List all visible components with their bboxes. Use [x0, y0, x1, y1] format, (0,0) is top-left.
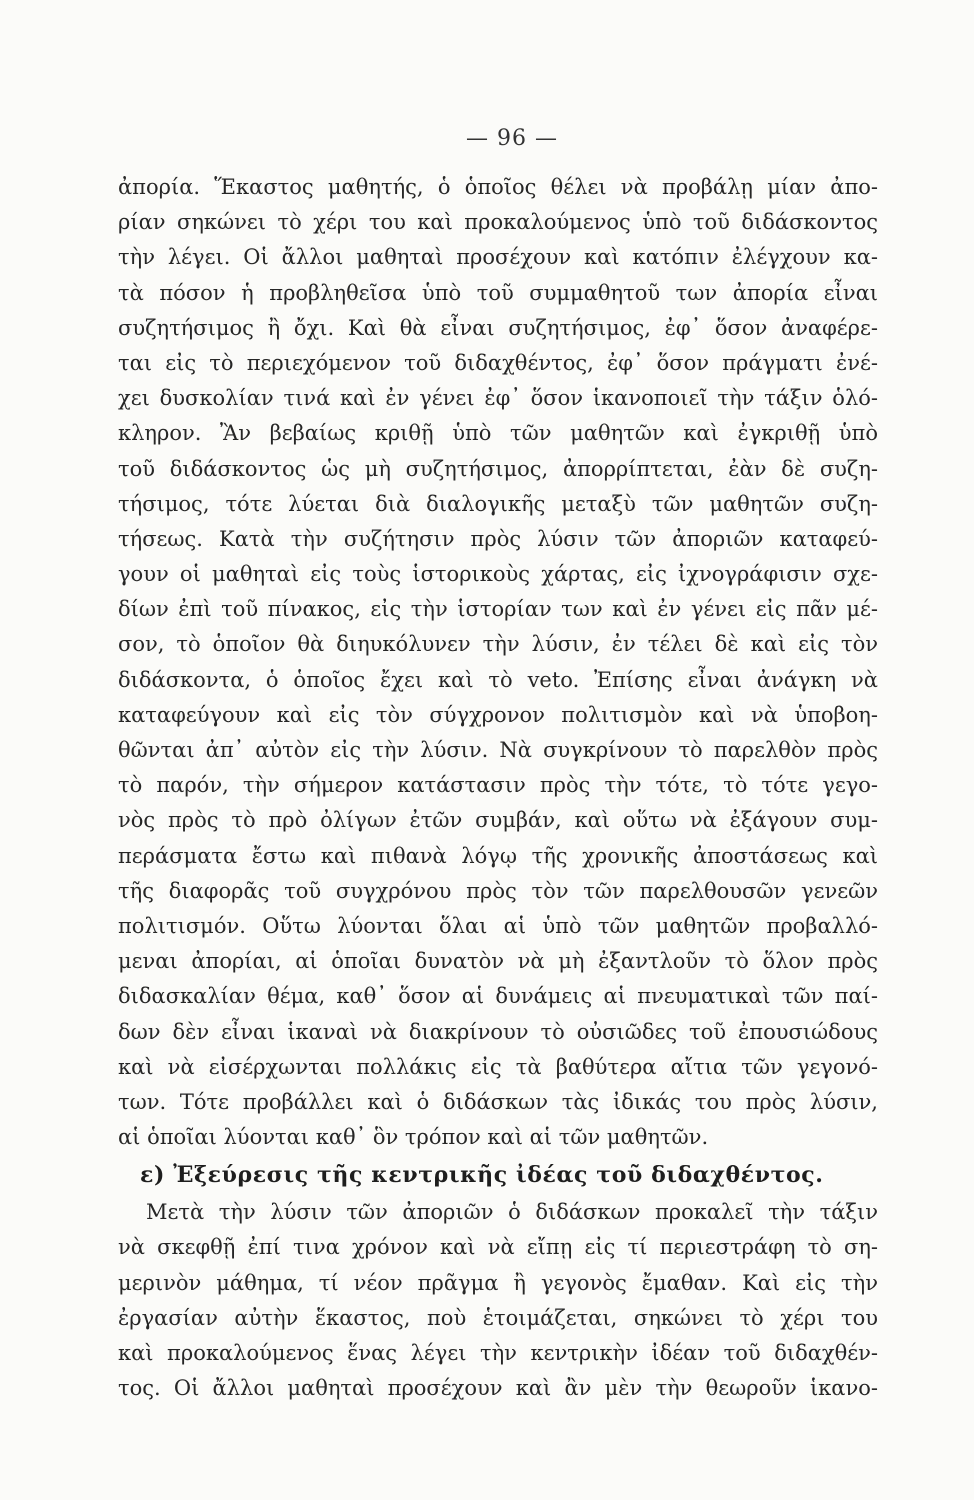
text-line: νὸς πρὸς τὸ πρὸ ὀλίγων ἐτῶν συμβάν, καὶ οὕτω νὰ ἐξάγουν συμ- [118, 808, 878, 833]
text-line: τήσεως. Κατὰ τὴν συζήτησιν πρὸς λύσιν τῶν ἀποριῶν καταφεύ- [118, 526, 878, 551]
text-line: τῆς διαφορᾶς τοῦ συγχρόνου πρὸς τὸν τῶν παρελθουσῶν γενεῶν [118, 878, 878, 903]
text-line: νὰ σκεφθῇ ἐπί τινα χρόνον καὶ νὰ εἴπῃ εἰς τί περιεστράφη τὸ ση- [118, 1235, 878, 1260]
text-line: διδασκαλίαν θέμα, καθ᾽ ὅσον αἱ δυνάμεις αἱ πνευματικαὶ τῶν παί- [118, 984, 878, 1009]
text-line: περάσματα ἔστω καὶ πιθανὰ λόγῳ τῆς χρονικῆς ἀποστάσεως καὶ [118, 843, 878, 868]
text-line: ρίαν σηκώνει τὸ χέρι του καὶ προκαλούμενος ὑπὸ τοῦ διδάσκοντος [118, 210, 878, 235]
text-line: μεναι ἀπορίαι, αἱ ὁποῖαι δυνατὸν νὰ μὴ ἐξαντλοῦν τὸ ὅλον πρὸς [118, 949, 878, 974]
text-line: δων δὲν εἶναι ἱκαναὶ νὰ διακρίνουν τὸ οὐσιῶδες τοῦ ἐπουσιώδους [118, 1019, 878, 1044]
body-text [118, 170, 878, 1406]
text-line: γουν οἱ μαθηταὶ εἰς τοὺς ἱστορικοὺς χάρτας, εἰς ἰχνογράφισιν σχε- [118, 562, 878, 587]
section-heading: ε) Ἐξεύρεσις τῆς κεντρικῆς ἰδέας τοῦ διδαχθέντος. [140, 1162, 824, 1189]
text-line: συζητήσιμος ἢ ὄχι. Καὶ θὰ εἶναι συζητήσιμος, ἐφ᾽ ὅσον ἀναφέρε- [118, 315, 878, 340]
text-line: των. Τότε προβάλλει καὶ ὁ διδάσκων τὰς ἰδικάς του πρὸς λύσιν, [118, 1089, 878, 1114]
text-line: ἀπορία. Ἕκαστος μαθητής, ὁ ὁποῖος θέλει νὰ προβάλῃ μίαν ἀπο- [118, 175, 878, 199]
text-line: καὶ νὰ εἰσέρχωνται πολλάκις εἰς τὰ βαθύτερα αἴτια τῶν γεγονό- [118, 1054, 878, 1079]
text-line: κληρον. Ἂν βεβαίως κριθῇ ὑπὸ τῶν μαθητῶν καὶ ἐγκριθῇ ὑπὸ [118, 421, 878, 446]
text-line: χει δυσκολίαν τινά καὶ ἐν γένει ἐφ᾽ ὅσον ἱκανοποιεῖ τὴν τάξιν ὁλό- [118, 386, 878, 411]
text-line: τήσιμος, τότε λύεται διὰ διαλογικῆς μεταξὺ τῶν μαθητῶν συζη- [118, 491, 878, 516]
text-line: καταφεύγουν καὶ εἰς τὸν σύγχρονον πολιτισμὸν καὶ νὰ ὑποβοη- [118, 702, 878, 727]
text-line: τος. Οἱ ἄλλοι μαθηταὶ προσέχουν καὶ ἂν μὲν τὴν θεωροῦν ἱκανο- [118, 1376, 878, 1401]
text-line: διδάσκοντα, ὁ ὁποῖος ἔχει καὶ τὸ veto. Ἐπίσης εἶναι ἀνάγκη νὰ [118, 667, 878, 692]
text-line: θῶνται ἀπ᾽ αὐτὸν εἰς τὴν λύσιν. Νὰ συγκρίνουν τὸ παρελθὸν πρὸς [118, 738, 878, 762]
text-line: πολιτισμόν. Οὕτω λύονται ὅλαι αἱ ὑπὸ τῶν μαθητῶν προβαλλό- [118, 913, 878, 938]
text-line: δίων ἐπὶ τοῦ πίνακος, εἰς τὴν ἱστορίαν των καὶ ἐν γένει εἰς πᾶν μέ- [118, 597, 878, 622]
page-number: — 96 — [466, 126, 558, 151]
text-line: τοῦ διδάσκοντος ὡς μὴ συζητήσιμος, ἀπορρίπτεται, ἐὰν δὲ συζη- [118, 456, 878, 481]
text-line: τὸ παρόν, τὴν σήμερον κατάστασιν πρὸς τὴν τότε, τὸ τότε γεγο- [118, 773, 878, 798]
text-line: ται εἰς τὸ περιεχόμενον τοῦ διδαχθέντος, ἐφ᾽ ὅσον πράγματι ἐνέ- [118, 350, 878, 375]
text-line: καὶ προκαλούμενος ἕνας λέγει τὴν κεντρικὴν ἰδέαν τοῦ διδαχθέν- [118, 1341, 878, 1365]
text-line: σον, τὸ ὁποῖον θὰ διηυκόλυνεν τὴν λύσιν, ἐν τέλει δὲ καὶ εἰς τὸν [118, 632, 878, 657]
text-line: Μετὰ τὴν λύσιν τῶν ἀποριῶν ὁ διδάσκων προκαλεῖ τὴν τάξιν [146, 1200, 878, 1225]
text-line: ἐργασίαν αὐτὴν ἕκαστος, ποὺ ἑτοιμάζεται, σηκώνει τὸ χέρι του [118, 1305, 878, 1330]
text-line: μερινὸν μάθημα, τί νέον πρᾶγμα ἢ γεγονὸς ἔμαθαν. Καὶ εἰς τὴν [118, 1270, 878, 1295]
text-line: τὰ πόσον ἡ προβληθεῖσα ὑπὸ τοῦ συμμαθητοῦ των ἀπορία εἶναι [118, 280, 878, 305]
text-line: αἱ ὁποῖαι λύονται καθ᾽ ὃν τρόπον καὶ αἱ τῶν μαθητῶν. [118, 1125, 709, 1150]
text-line: τὴν λέγει. Οἱ ἄλλοι μαθηταὶ προσέχουν καὶ κατόπιν ἐλέγχουν κα- [118, 245, 878, 270]
